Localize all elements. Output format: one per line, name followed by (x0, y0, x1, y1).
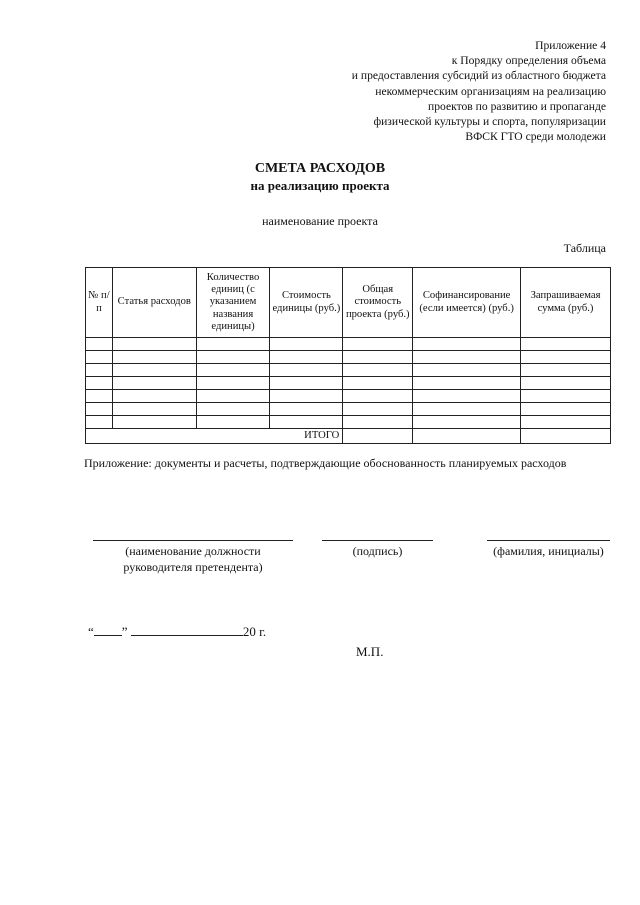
appendix-line: Приложение 4 (535, 39, 606, 52)
project-name-label: наименование проекта (262, 214, 378, 228)
table-cell[interactable] (413, 338, 521, 351)
name-signature-line[interactable] (487, 540, 610, 541)
date-line (88, 624, 266, 640)
attachment-note: Приложение: документы и расчеты, подтверждающие обоснованность планируемых расходов (84, 456, 567, 470)
total-row (86, 429, 611, 444)
table-cell[interactable] (413, 390, 521, 403)
table-row (86, 390, 611, 403)
table-cell[interactable] (112, 351, 196, 364)
table-cell[interactable] (343, 403, 413, 416)
table-cell[interactable] (112, 377, 196, 390)
table-cell[interactable] (270, 364, 343, 377)
document-title: СМЕТА РАСХОДОВ (254, 161, 386, 176)
total-cell[interactable] (413, 429, 521, 444)
table-cell[interactable] (196, 390, 270, 403)
table-cell[interactable] (86, 403, 113, 416)
table-cell[interactable] (196, 351, 270, 364)
date-month-blank[interactable] (131, 625, 243, 636)
table-cell[interactable] (196, 364, 270, 377)
position-signature-line[interactable] (93, 540, 293, 541)
appendix-line: проектов по развитию и пропаганде (428, 99, 606, 113)
table-cell[interactable] (86, 390, 113, 403)
table-cell[interactable] (112, 416, 196, 429)
table-cell[interactable] (413, 377, 521, 390)
signature-line[interactable] (322, 540, 433, 541)
table-cell[interactable] (343, 338, 413, 351)
table-row (86, 338, 611, 351)
header-unit-cost: Стоимость единицы (руб.) (270, 268, 343, 338)
appendix-line: ВФСК ГТО среди молодежи (465, 130, 606, 144)
table-cell[interactable] (196, 416, 270, 429)
table-cell[interactable] (112, 403, 196, 416)
table-cell[interactable] (86, 416, 113, 429)
date-year-suffix: г. (259, 624, 267, 639)
table-row (86, 364, 611, 377)
table-cell[interactable] (270, 338, 343, 351)
table-cell[interactable] (270, 377, 343, 390)
table-cell[interactable] (196, 403, 270, 416)
appendix-line: некоммерческим организациям на реализацию (375, 84, 606, 98)
table-label: Таблица (563, 241, 606, 255)
total-cell[interactable] (343, 429, 413, 444)
header-cofinancing: Софинансирование (если имеется) (руб.) (413, 268, 521, 338)
stamp-place: М.П. (356, 644, 384, 659)
table-cell[interactable] (112, 364, 196, 377)
header-expense-item: Статья расходов (112, 268, 196, 338)
table-cell[interactable] (413, 364, 521, 377)
table-row (86, 377, 611, 390)
date-day-blank[interactable] (94, 625, 122, 636)
table-row (86, 351, 611, 364)
date-close-quote: ” (121, 624, 128, 639)
total-label: ИТОГО (86, 429, 343, 444)
table-cell[interactable] (413, 416, 521, 429)
table-cell[interactable] (343, 390, 413, 403)
table-cell[interactable] (196, 377, 270, 390)
signature-caption: (подпись) (352, 544, 403, 558)
table-cell[interactable] (343, 377, 413, 390)
table-cell[interactable] (270, 390, 343, 403)
table-cell[interactable] (521, 390, 611, 403)
table-cell[interactable] (86, 364, 113, 377)
table-cell[interactable] (413, 403, 521, 416)
table-cell[interactable] (86, 351, 113, 364)
position-caption: (наименование должности руководителя претендента) (123, 544, 263, 574)
header-number: № п/п (86, 268, 113, 338)
table-cell[interactable] (521, 403, 611, 416)
table-cell[interactable] (521, 377, 611, 390)
table-cell[interactable] (521, 351, 611, 364)
table-cell[interactable] (86, 338, 113, 351)
date-year-prefix: 20 (242, 624, 256, 639)
appendix-line: физической культуры и спорта, популяризации (373, 115, 606, 129)
name-caption: (фамилия, инициалы) (493, 544, 604, 558)
table-row (86, 403, 611, 416)
appendix-line: и предоставления субсидий из областного бюджета (351, 69, 606, 83)
table-cell[interactable] (270, 403, 343, 416)
table-cell[interactable] (343, 364, 413, 377)
document-subtitle: на реализацию проекта (250, 178, 390, 193)
table-cell[interactable] (413, 351, 521, 364)
date-open-quote: “ (88, 624, 94, 639)
table-cell[interactable] (86, 377, 113, 390)
table-row (86, 416, 611, 429)
budget-table (85, 267, 611, 444)
appendix-line: к Порядку определения объема (451, 54, 606, 68)
appendix-header (352, 38, 606, 144)
table-cell[interactable] (196, 338, 270, 351)
header-quantity: Количество единиц (с указанием названия единицы) (196, 268, 270, 338)
table-cell[interactable] (270, 416, 343, 429)
table-cell[interactable] (112, 390, 196, 403)
table-cell[interactable] (343, 351, 413, 364)
table-cell[interactable] (343, 416, 413, 429)
header-requested-amount: Запрашиваемая сумма (руб.) (521, 268, 611, 338)
table-cell[interactable] (521, 416, 611, 429)
total-cell[interactable] (521, 429, 611, 444)
table-cell[interactable] (521, 364, 611, 377)
table-cell[interactable] (112, 338, 196, 351)
table-cell[interactable] (270, 351, 343, 364)
table-cell[interactable] (521, 338, 611, 351)
header-total-cost: Общая стоимость проекта (руб.) (343, 268, 413, 338)
